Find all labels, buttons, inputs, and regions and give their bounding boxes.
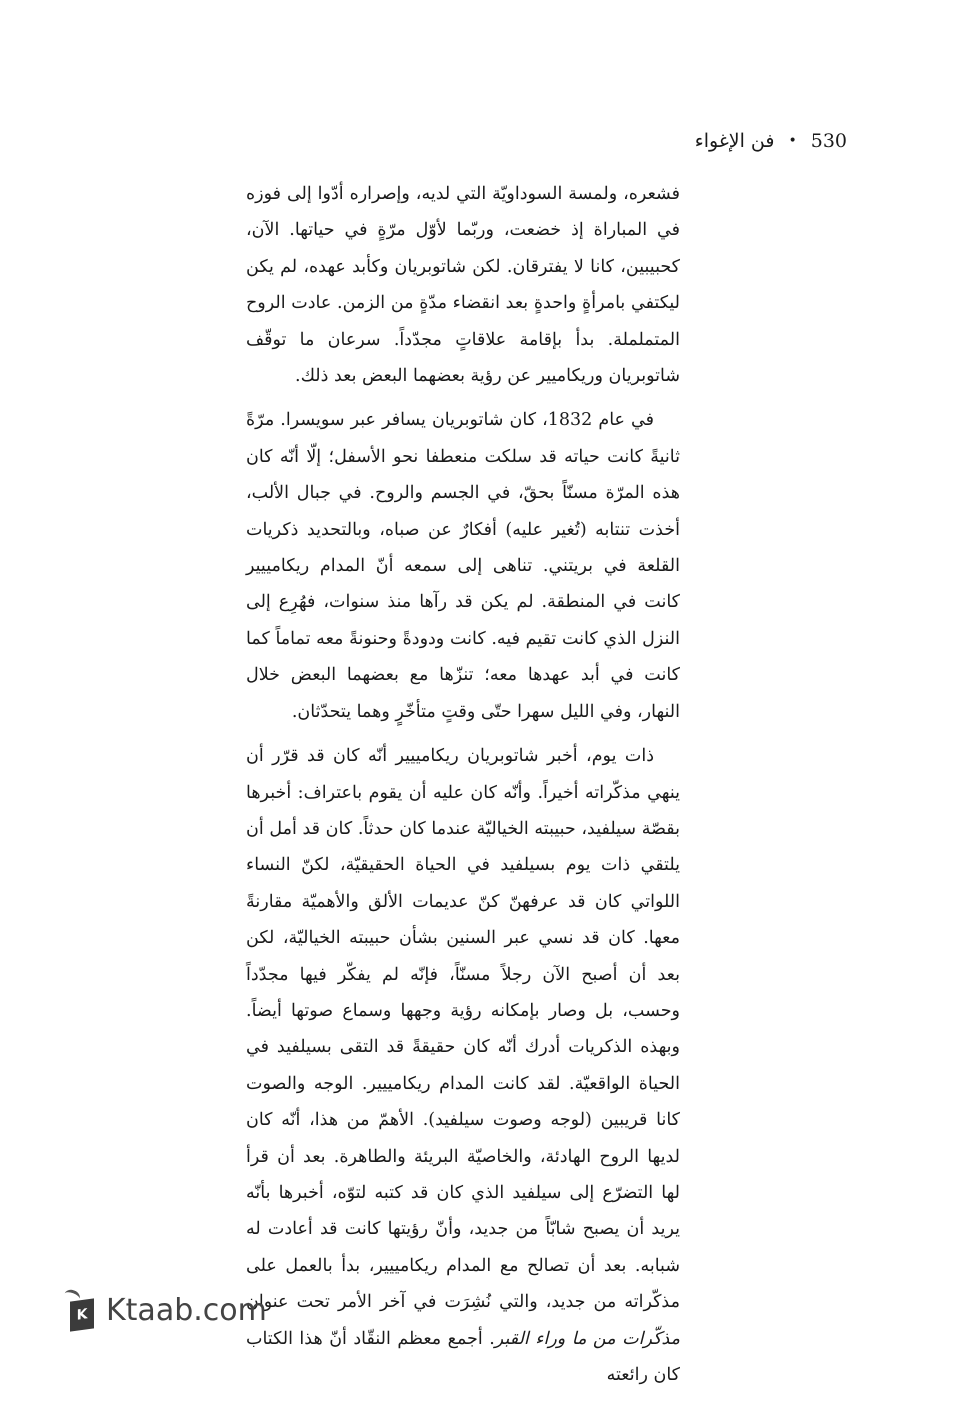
site-name: Ktaab.com xyxy=(106,1292,267,1328)
paragraph-2: في عام 1832، كان شاتوبريان يسافر عبر سويسرا. مرّةً ثانيةً كانت حياته قد سلكت منعطفا نحو الأسفل؛ إلّا أنّه كان هذه المرّة مسنّاً بحقّ، في الجسم والروح. في جبال الألب، أخذت تنتابه (تُغير عليه) أفكارٌ عن صباه، وبالتحديد ذكريات القلعة في بريتني. تناهى إلى سمعه أنّ المدام ريكامييير كانت في المنطقة. لم يكن قد رآها منذ سنوات، فهُرِع إلى النزل الذي كانت تقيم فيه. كانت ودودةً وحنونةً معه تماماً كما كانت في أبد عهدها معه؛ تنزّها مع بعضهما البعض خلال النهار، وفي الليل سهرا حتّى وقتٍ متأخّرٍ وهما يتحدّثان. xyxy=(246,410,680,722)
separator-bullet: • xyxy=(788,133,797,149)
running-header xyxy=(695,130,847,152)
page-number: 530 xyxy=(810,130,847,152)
paragraph-3 xyxy=(246,738,680,1393)
body-text xyxy=(246,176,680,1401)
paragraph-1: فشعره، ولمسة السوداويّة التي لديه، وإصراره أدّوا إلى فوزه في المباراة إذ خضعت، وربّما لأوّل مرّةٍ في حياتها. الآن، كحبيبين، كانا لا يفترقان. لكن شاتوبريان وكأبد عهده، لم يكن ليكتفي بامرأةٍ واحدةٍ بعد انقضاء مدّةٍ من الزمن. عادت الروح المتململة. بدأ بإقامة علاقاتٍ مجدّداً. سرعان ما توقّف شاتوبريان وريكاميير عن رؤية بعضهما البعض بعد ذلك. xyxy=(246,184,680,387)
book-title: فن الإغواء xyxy=(694,130,775,152)
paragraph-3-tail: . أجمع معظم النقّاد أنّ هذا الكتاب كان رائعته xyxy=(246,1328,680,1385)
paragraph-3-text: ذات يوم، أخبر شاتوبريان ريكامييير أنّه كان قد قرّر أن ينهي مذكّراته أخيراً. وأنّه كان عليه أن يقوم باعتراف: أخبرها بقصّة سيلفيد، حبيبته الخياليّة عندما كان حدثاً. كان قد أمل أن يلتقي ذات يوم بسيلفيد في الحياة الحقيقيّة، لكنّ النساء اللواتي كان قد عرفهنّ كنّ عديمات الألق والأهميّة مقارنةً معها. كان قد نسي عبر السنين بشأن حبيبته الخياليّة، لكن بعد أن أصبح الآن رجلاً مسنّاً، فإنّه لم يفكّر فيها مجدّداً وحسب، بل وصار بإمكانه رؤية وجهها وسماع صوتها أيضاً. وبهذه الذكريات أدرك أنّه كان حقيقةً قد التقى بسيلفيد في الحياة الواقعيّة. لقد كانت المدام ريكامييير. الوجه والصوت كانا قريبين (لوجه وصوت سيلفيد). الأهمّ من هذا، أنّه كان لديها الروح الهادئة، والخاصيّة البريئة والطاهرة. بعد أن قرأ لها التضرّع إلى سيلفيد الذي كان قد كتبه لتوّه، أخبرها بأنّه يريد أن يصبح شابّاً من جديد، وأنّ رؤيتها كانت قد أعادت له شبابه. بعد أن تصالح مع المدام ريكامييير، بدأ بالعمل على مذكّراته من جديد، والتي نُشِرَت في آخر الأمر تحت عنوان xyxy=(246,746,680,1313)
watermark-logo xyxy=(64,1290,267,1330)
book-icon: K xyxy=(64,1290,94,1330)
memoir-title: مذكّرات من ما وراء القبر xyxy=(494,1328,680,1349)
